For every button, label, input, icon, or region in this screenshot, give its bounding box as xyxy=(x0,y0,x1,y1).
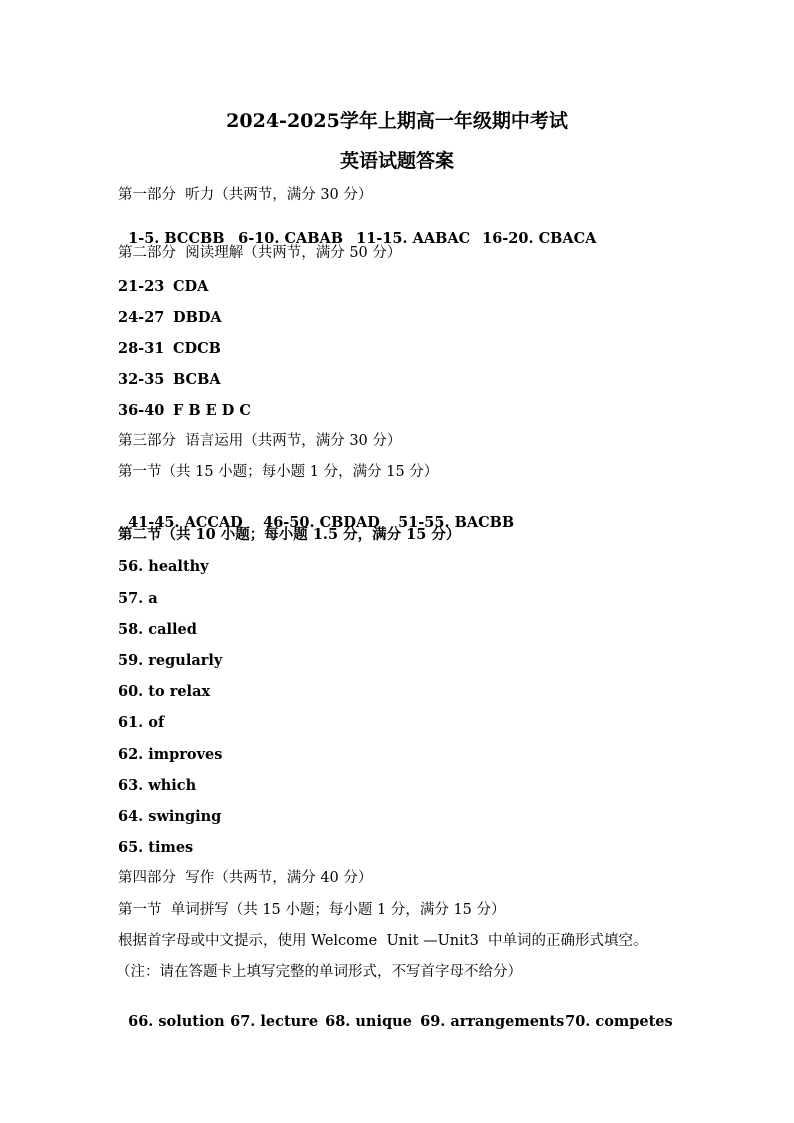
fill-answer: 61. of xyxy=(118,714,165,731)
note-text: （注：请在答题卡上填写完整的单词形式，不写首字母不给分） xyxy=(116,964,522,980)
answer-key-title: 英语试题答案 xyxy=(339,150,454,172)
answer-group: 51-55. BACBB xyxy=(398,514,515,531)
part2-heading: 第二部分 阅读理解（共两节，满分 50 分） xyxy=(118,245,402,261)
fill-answer: 57. a xyxy=(118,590,158,607)
reading-row: 24-27 DBDA xyxy=(118,309,222,326)
part4-section1-heading: 第一节 单词拼写（共 15 小题；每小题 1 分，满分 15 分） xyxy=(118,902,506,918)
answer-group: 16-20. CBACA xyxy=(482,230,597,247)
answer-group: 11-15. AABAC xyxy=(356,230,471,247)
reading-row: 21-23 CDA xyxy=(118,278,209,295)
part3-section2-heading: 第二节（共 10 小题；每小题 1.5 分，满分 15 分） xyxy=(118,526,461,543)
answer-group: 68. unique xyxy=(325,1013,412,1030)
fill-answer: 58. called xyxy=(118,621,197,638)
answer-group: 66. solution xyxy=(128,1013,225,1030)
reading-row: 36-40 F B E D C xyxy=(118,402,251,419)
fill-answer: 56. healthy xyxy=(118,558,209,575)
answer-group: 1-5. BCCBB xyxy=(128,230,225,247)
answer-group: 46-50. CBDAD xyxy=(263,514,380,531)
reading-row: 32-35 BCBA xyxy=(118,371,221,388)
part3-section1-heading: 第一节（共 15 小题；每小题 1 分，满分 15 分） xyxy=(118,464,439,480)
reading-row: 28-31 CDCB xyxy=(118,340,221,357)
instruction-text: 根据首字母或中文提示，使用 Welcome Unit —Unit3 中单词的正确形式填空。 xyxy=(118,933,648,949)
part4-heading: 第四部分 写作（共两节，满分 40 分） xyxy=(118,870,373,886)
answer-group: 6-10. CABAB xyxy=(238,230,344,247)
answer-group: 70. competes xyxy=(565,1013,673,1030)
answer-group: 69. arrangements xyxy=(420,1013,565,1030)
part1-heading: 第一部分 听力（共两节，满分 30 分） xyxy=(118,187,373,203)
fill-answer: 59. regularly xyxy=(118,652,223,669)
fill-answer: 65. times xyxy=(118,839,194,856)
fill-answer: 63. which xyxy=(118,777,197,794)
answer-group: 41-45. ACCAD xyxy=(128,514,243,531)
part3-heading: 第三部分 语言运用（共两节，满分 30 分） xyxy=(118,433,402,449)
exam-title: 2024-2025学年上期高一年级期中考试 xyxy=(226,110,568,132)
answer-group: 67. lecture xyxy=(230,1013,319,1030)
fill-answer: 64. swinging xyxy=(118,808,222,825)
part1-answers xyxy=(118,212,596,248)
fill-answer: 60. to relax xyxy=(118,683,211,700)
fill-answer: 62. improves xyxy=(118,746,223,763)
part4-answers xyxy=(118,995,673,1031)
